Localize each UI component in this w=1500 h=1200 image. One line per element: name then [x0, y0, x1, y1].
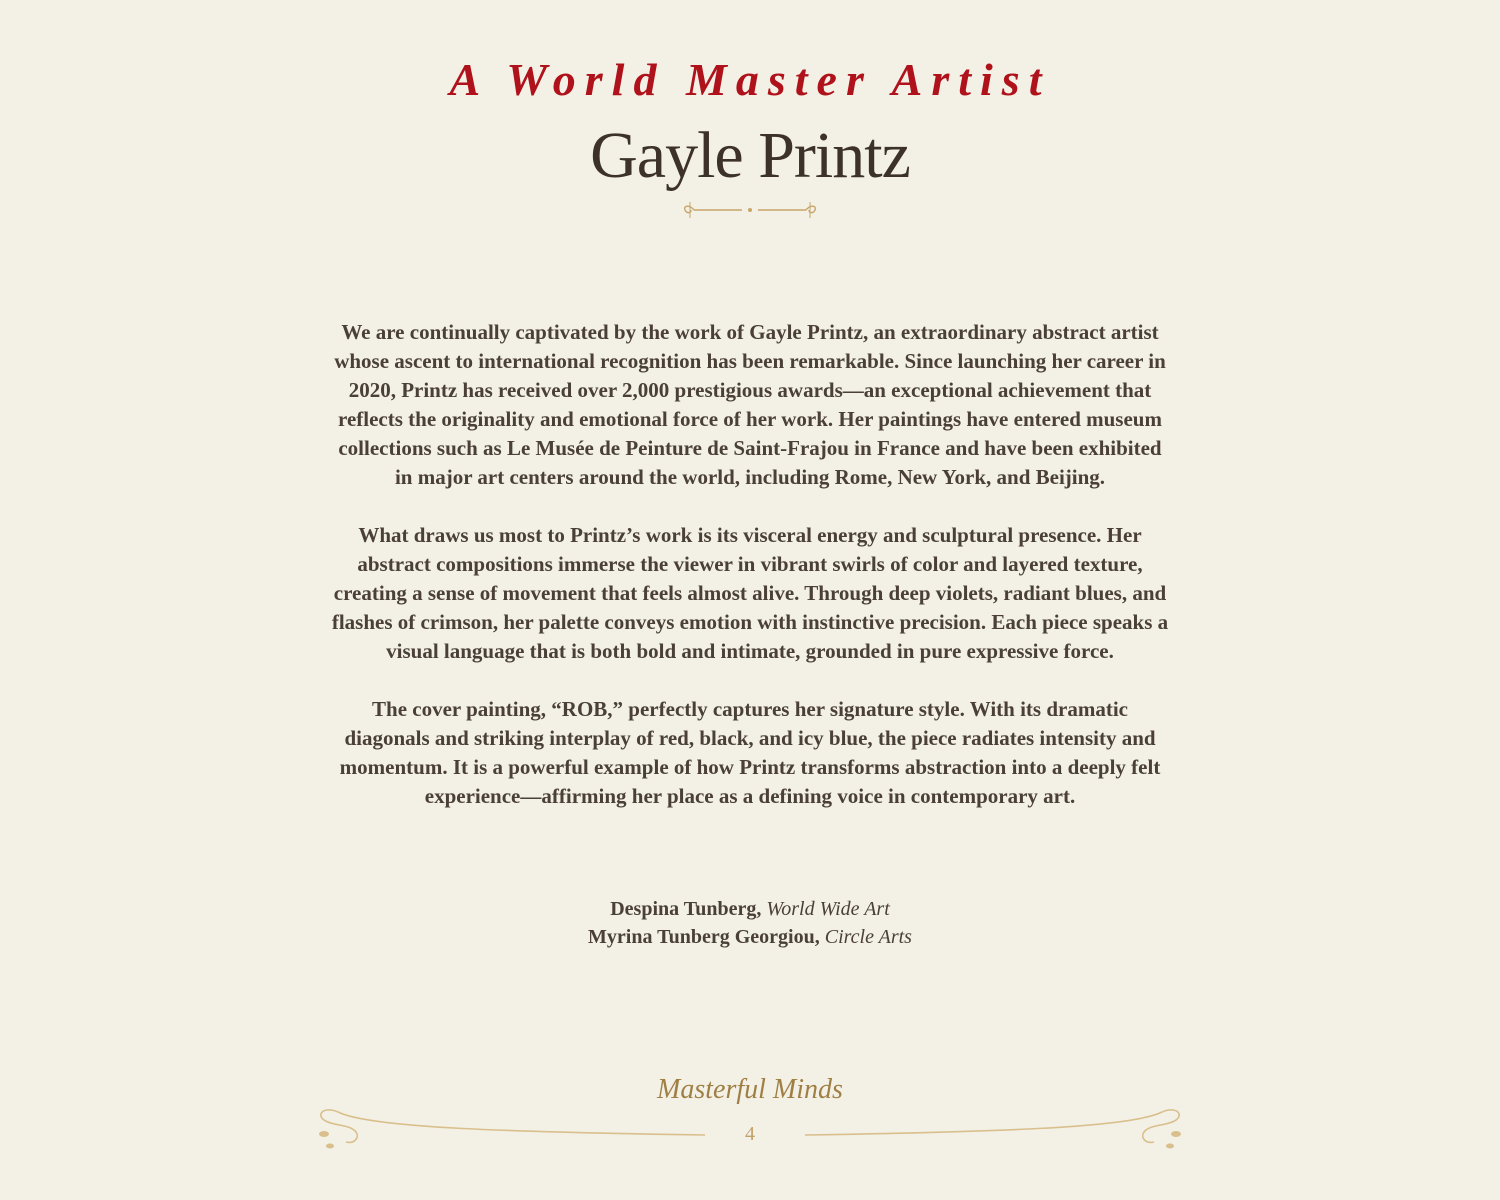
article-body	[330, 318, 1170, 840]
paragraph: The cover painting, “ROB,” perfectly captures her signature style. With its dramatic diagonals and striking interplay of red, black, and icy blue, the piece radiates intensity and momentum. It is a powerful example of how Printz transforms abstraction into a deeply felt experience—affirming her place as a defining voice in contemporary art.	[339, 697, 1161, 808]
paragraph: What draws us most to Printz’s work is its visceral energy and sculptural presence. Her abstract compositions immerse the viewer in vibrant swirls of color and layered texture, creating a sense of movement that feels almost alive. Through deep violets, radiant blues, and flashes of crimson, her palette conveys emotion with instinctive precision. Each piece speaks a visual language that is both bold and intimate, grounded in pure expressive force.	[331, 523, 1169, 663]
signature-name: Despina Tunberg,	[610, 898, 767, 920]
page-number: 4	[745, 1123, 755, 1145]
footer-title: Masterful Minds	[657, 1074, 843, 1105]
signature-block	[330, 895, 1170, 951]
signature-organization: World Wide Art	[766, 898, 890, 920]
page-title: Gayle Printz	[590, 119, 910, 192]
signature-name: Myrina Tunberg Georgiou,	[588, 926, 825, 948]
header-subtitle: A World Master Artist	[449, 54, 1051, 105]
signature-line	[330, 923, 1170, 951]
divider-ornament-icon	[680, 198, 820, 222]
paragraph: We are continually captivated by the work of Gayle Printz, an extraordinary abstract artist whose ascent to international recognition has been remarkable. Since launching her career in 2020, Printz has received over 2,000 prestigious awards—an exceptional achievement that reflects the originality and emotional force of her work. Her paintings have entered museum collections such as Le Musée de Peinture de Saint-Frajou in France and have been exhibited in major art centers around the world, including Rome, New York, and Beijing.	[334, 320, 1166, 489]
signature-organization: Circle Arts	[824, 926, 912, 948]
signature-line	[330, 895, 1170, 923]
